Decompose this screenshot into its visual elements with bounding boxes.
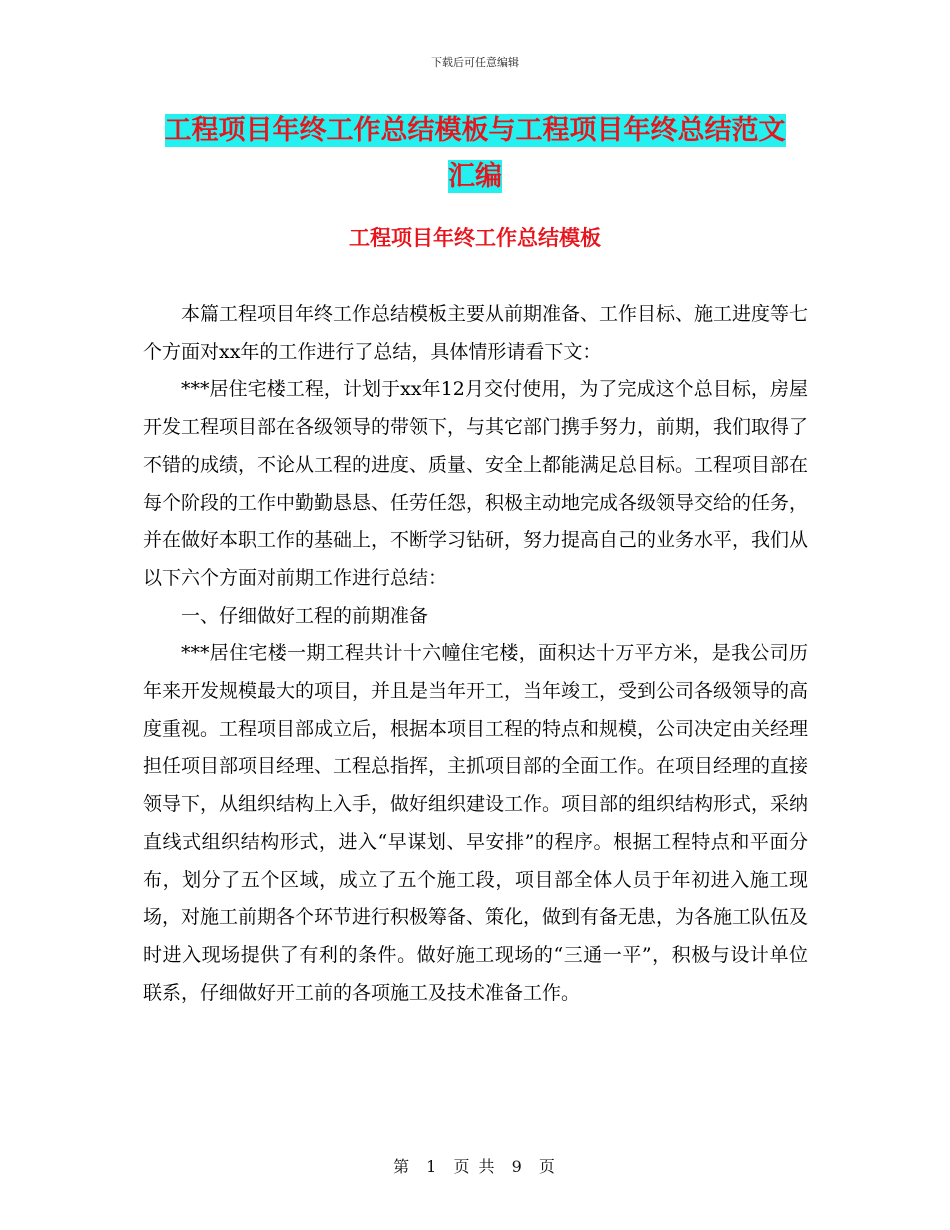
footer-page-number: 1 (426, 1157, 439, 1176)
footer-middle: 页 共 (453, 1157, 497, 1176)
document-title-line-1: 工程项目年终工作总结模板与工程项目年终总结范文 (164, 115, 786, 146)
footer-prefix: 第 (393, 1157, 412, 1176)
footer-page-total: 9 (511, 1157, 524, 1176)
document-title (145, 108, 805, 200)
paragraph-project-overview: ***居住宅楼工程，计划于xx年12月交付使用，为了完成这个总目标，房屋开发工程项目部在各级领导的带领下，与其它部门携手努力，前期，我们取得了不错的成绩，不论从工程的进度、质量、安全上都能满足总目标。工程项目部在每个阶段的工作中勤勤恳恳、任劳任怨，积极主动地完成各级领导交给的任务，并在做好本职工作的基础上，不断学习钻研，努力提高自己的业务水平，我们从以下六个方面对前期工作进行总结： (143, 378, 809, 589)
footer-suffix: 页 (538, 1157, 557, 1176)
document-body (143, 296, 808, 1012)
section-title: 工程项目年终工作总结模板 (349, 226, 601, 250)
subheading-preparation: 一、仔细做好工程的前期准备 (181, 604, 429, 627)
header-note: 下载后可任意编辑 (431, 56, 519, 69)
paragraph-preparation: ***居住宅楼一期工程共计十六幢住宅楼，面积达十万平方米，是我公司历年来开发规模最大的项目，并且是当年开工，当年竣工，受到公司各级领导的高度重视。工程项目部成立后，根据本项目工程的特点和规模，公司决定由关经理担任项目部项目经理、工程总指挥，主抓项目部的全面工作。在项目经理的直接领导下，从组织结构上入手，做好组织建设工作。项目部的组织结构形式，采纳直线式组织结构形式，进入“早谋划、早安排”的程序。根据工程特点和平面分布，划分了五个区域，成立了五个施工段，项目部全体人员于年初进入施工现场，对施工前期各个环节进行积极筹备、策化，做到有备无患，为各施工队伍及时进入现场提供了有利的条件。做好施工现场的“三通一平”，积极与设计单位联系，仔细做好开工前的各项施工及技术准备工作。 (143, 642, 809, 1004)
document-title-line-2: 汇编 (448, 161, 502, 192)
page-footer (0, 1154, 950, 1177)
paragraph-intro: 本篇工程项目年终工作总结模板主要从前期准备、工作目标、施工进度等七个方面对xx年的工作进行了总结，具体情形请看下文： (143, 303, 809, 363)
